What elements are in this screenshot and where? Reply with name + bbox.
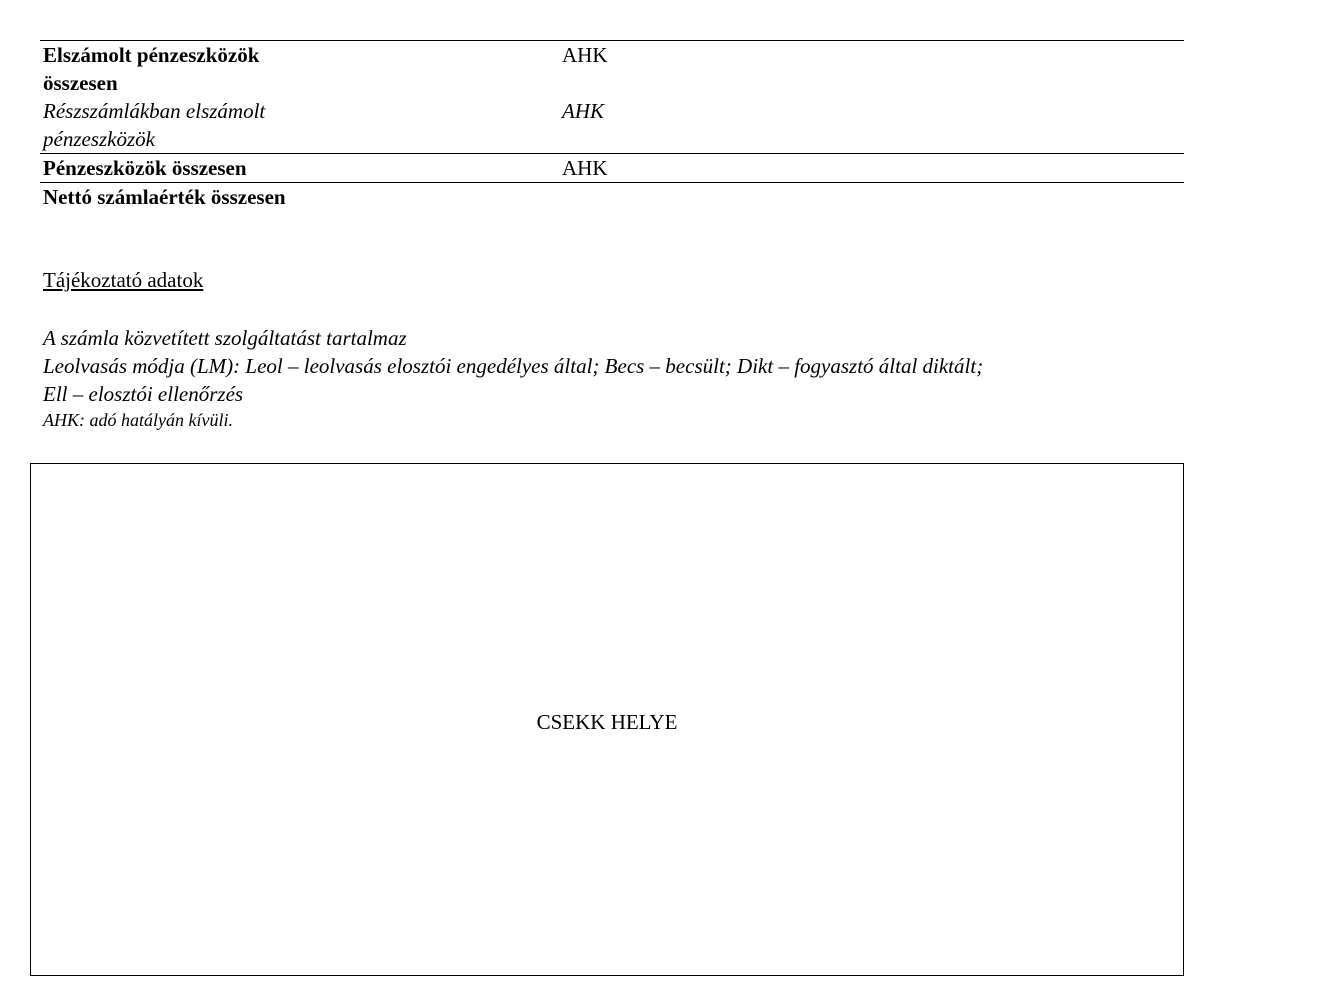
row-value: AHK <box>559 154 1184 183</box>
info-line-ahk-footnote: AHK: adó hatályán kívüli. <box>43 410 233 430</box>
info-heading: Tájékoztató adatok <box>43 268 204 292</box>
info-line-reading-method-cont: Ell – elosztói ellenőrzés <box>43 382 244 406</box>
info-line-reading-method: Leolvasás módja (LM): Leol – leolvasás elosztói engedélyes által; Becs – becsült; Dikt – fogyasztó által diktált; <box>43 354 984 378</box>
row-label: Részszámlákban elszámolt pénzeszközök <box>40 97 559 154</box>
info-line-intermediated-service: A számla közvetített szolgáltatást tartalmaz <box>43 326 407 350</box>
row-value <box>559 183 1184 212</box>
row-label: Elszámolt pénzeszközök összesen <box>40 41 559 98</box>
row-value: AHK <box>559 97 1184 154</box>
info-notes <box>43 324 1193 432</box>
table-row <box>40 183 1184 212</box>
summary-table <box>40 40 1184 211</box>
row-value: AHK <box>559 41 1184 98</box>
row-label: Pénzeszközök összesen <box>40 154 559 183</box>
table-row <box>40 41 1184 98</box>
table-row <box>40 97 1184 154</box>
check-placeholder-box <box>30 463 1184 976</box>
table-row <box>40 154 1184 183</box>
row-label: Nettó számlaérték összesen <box>43 185 286 209</box>
check-placeholder-label: CSEKK HELYE <box>536 709 678 734</box>
